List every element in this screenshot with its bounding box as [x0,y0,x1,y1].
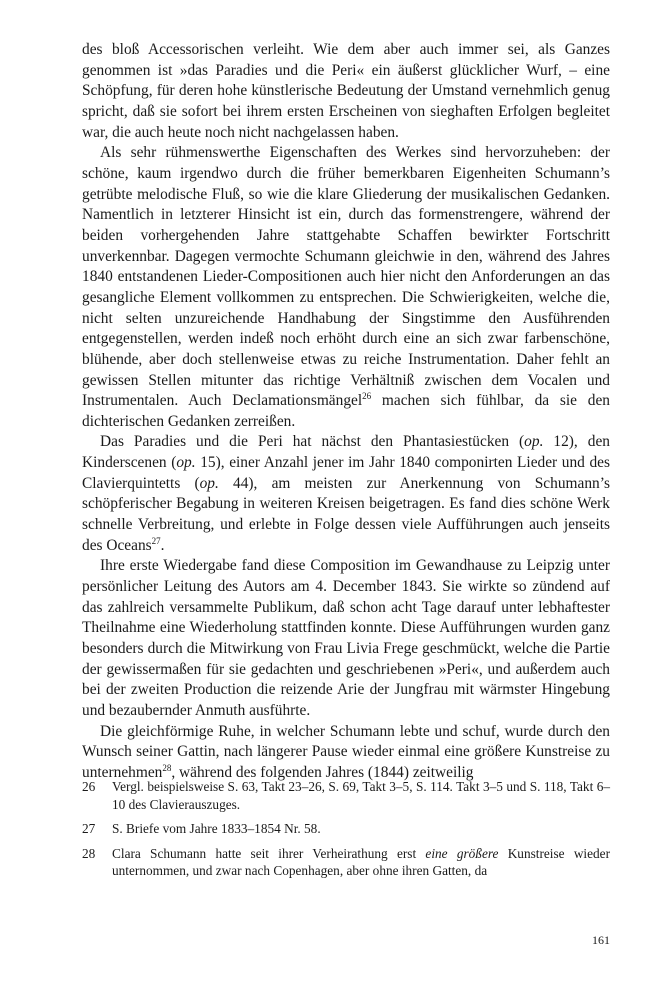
paragraph-5-text-end: , während des folgenden Jahres (1844) zeitweilig [171,763,474,781]
opus-abbrev: op. [524,433,544,451]
paragraph-1: des bloß Accessorischen verleiht. Wie dem aber auch immer sei, als Ganzes genommen ist »das Paradies und die Peri« ein äußerst glücklicher Wurf, – eine Schöpfung, für deren hohe künstlerische Bedeutung der Umstand vernehmlich genug spricht, daß sie sofort bei ihrem ersten Erscheinen von sieghaften Erfolgen begleitet war, die auch heute noch nicht nachgelassen haben. [82,41,610,141]
paragraph-4: Ihre erste Wiedergabe fand diese Composition im Gewandhause zu Leipzig unter persönlicher Leitung des Autors am 4. December 1843. Sie wirkte so zündend auf das zahlreich versammelte Publikum, daß schon acht Tage darauf unter lebhaftester Theilnahme eine Wiederholung stattfinden konnte. Diese Aufführungen wurden ganz besonders durch die Mitwirkung von Frau Livia Frege geschmückt, welche die Partie der gewissermaßen für sie gedachten und geschriebenen »Peri«, und außerdem auch bei der zweiten Production die reizende Arie der Jungfrau mit wärmster Hingebung und bezaubernder Anmuth ausführte. [82,557,610,719]
footnote-text-part: Kunstreise wieder unternommen, und zwar nach Copenhagen, aber ohne ihren Gatten, da [112,845,610,878]
footnote-emphasis: eine größere [425,845,499,861]
paragraph-3-text: 44), am meisten zur Anerkennung von Schumann’s schöpferischer Begabung in weiteren Kreisen beigetragen. Es fand dies schöne Werk schnelle Verbreitung, und erlebte in Folge dessen viele Aufführungen auch jenseits des Oceans [82,474,610,554]
footnote-28 [82,845,610,880]
footnote-text: Vergl. beispielsweise S. 63, Takt 23–26, S. 69, Takt 3–5, S. 114. Takt 3–5 und S. 118, Takt 6–10 des Clavierauszuges. [112,779,610,812]
footnotes [82,778,610,887]
paragraph-3 [82,432,610,556]
footnote-27 [82,820,610,838]
opus-abbrev: op. [176,454,196,472]
page-number: 161 [592,933,610,947]
paragraph-5-text: Die gleichförmige Ruhe, in welcher Schumann lebte und schuf, wurde durch den Wunsch seiner Gattin, nach längerer Pause wieder einmal eine größere Kunstreise zu unternehmen [82,722,610,781]
footnote-text-part: Clara Schumann hatte seit ihrer Verheirathung erst [112,845,426,861]
main-text [82,40,610,784]
footnote-text: S. Briefe vom Jahre 1833–1854 Nr. 58. [112,821,321,836]
footnote-number: 26 [82,779,96,794]
footnote-text [112,845,610,880]
paragraph-3-text: 12), den Kinderscenen ( [82,433,610,472]
footnote-number: 27 [82,821,96,836]
paragraph-3-text: Das Paradies und die Peri hat nächst den Phantasiestücken ( [100,433,525,451]
footnote-number: 28 [82,845,96,861]
paragraph-2-text: Als sehr rühmenswerthe Eigenschaften des Werkes sind hervorzuheben: der schöne, kaum irgendwo durch die früher bemerkbaren Eigenheiten Schumann’s getrübte melodische Fluß, so wie die klare Gliederung der musikalischen Gedanken. Namentlich in letzterer Hinsicht ist ein, durch das formenstrengere, während der beiden vorhergehenden Jahre stattgehabte Schaffen bewirkter Fortschritt unverkennbar. Dagegen vermochte Schumann gleichwie in den, während des Jahres 1840 entstandenen Lieder-Compositionen auch hier nicht den Anforderungen an das gesangliche Element vollkommen zu entsprechen. Die Schwierigkeiten, welche die, nicht selten unzureichende Handhabung der Singstimme den Ausführenden entgegenstellen, werden indeß noch erhöht durch eine an sich zwar farbenschöne, blühende, aber doch stellenweise etwas zu reiche Instrumentation. Daher fehlt an gewissen Stellen mitunter das richtige Verhältniß zwischen dem Vocalen und Instrumentalen. Auch Declamationsmängel [82,144,610,410]
paragraph-3-text: 15), einer Anzahl jener im Jahr 1840 componirten Lieder und des Clavierquintetts ( [82,454,610,492]
footnote-ref-27[interactable]: 27 [151,535,161,546]
paragraph-3-text-end: . [160,536,165,554]
footnote-ref-26[interactable]: 26 [362,391,372,402]
footnote-ref-28[interactable]: 28 [162,762,172,773]
paragraph-2 [82,143,610,432]
paragraph-5 [82,722,610,784]
paragraph-2-text-end: machen sich fühlbar, da sie den dichterischen Gedanken zerreißen. [82,392,610,430]
opus-abbrev: op. [199,474,219,492]
footnote-26 [82,778,610,813]
